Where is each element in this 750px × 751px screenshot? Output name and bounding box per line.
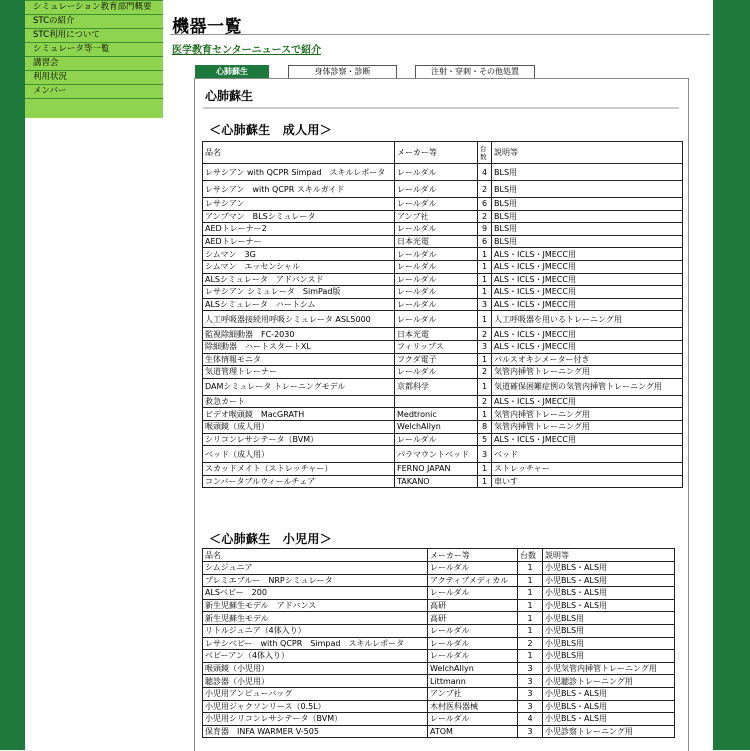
table-row — [203, 328, 683, 341]
description-cell: BLS用 — [492, 164, 683, 181]
maker-cell: レールダル — [395, 286, 478, 299]
maker-cell: WelchAllyn — [428, 662, 518, 675]
item-name-cell: DAMシミュレータ トレーニングモデル — [203, 378, 395, 395]
item-name-cell: ビデオ喉頭鏡 MacGRATH — [203, 408, 395, 421]
maker-cell: パラマウントベッド — [395, 446, 478, 463]
table-header-row — [203, 142, 683, 164]
maker-cell: アクティブメディカル — [428, 574, 518, 587]
column-header: 説明等 — [543, 549, 675, 562]
table-row — [203, 700, 675, 713]
table-row — [203, 463, 683, 476]
item-name-cell: 救急カート — [203, 395, 395, 408]
item-name-cell: 監視除細動器 FC-2030 — [203, 328, 395, 341]
description-cell: ALS・ICLS・JMECC用 — [492, 273, 683, 286]
maker-cell: レールダル — [395, 223, 478, 236]
count-cell: 2 — [518, 637, 543, 650]
count-cell: 2 — [478, 395, 492, 408]
description-cell: 小児BLS・ALS用 — [543, 587, 675, 600]
count-cell: 3 — [478, 340, 492, 353]
maker-cell: レールダル — [395, 248, 478, 261]
count-cell: 1 — [518, 650, 543, 663]
table-row — [203, 420, 683, 433]
table-row — [203, 395, 683, 408]
count-cell: 2 — [478, 210, 492, 223]
item-name-cell: シムマン 3G — [203, 248, 395, 261]
description-cell: 小児気管内挿管トレーニング用 — [543, 662, 675, 675]
description-cell: 小児BLS・ALS用 — [543, 599, 675, 612]
description-cell: 気管内挿管トレーニング用 — [492, 366, 683, 379]
column-header: 品名 — [203, 142, 395, 164]
table-row — [203, 637, 675, 650]
description-cell: BLS用 — [492, 198, 683, 211]
table-row — [203, 574, 675, 587]
count-cell: 1 — [478, 273, 492, 286]
sidebar-item-usage-status[interactable]: 利用状況 — [25, 71, 163, 85]
tab-physical-exam[interactable]: 身体診察・診断 — [288, 65, 397, 79]
count-cell: 1 — [478, 248, 492, 261]
tab-cpr[interactable]: 心肺蘇生 — [195, 65, 269, 79]
count-cell: 1 — [518, 587, 543, 600]
tab-injection-procedures[interactable]: 注射・穿刺・その他処置 — [415, 65, 535, 79]
description-cell: ストレッチャー — [492, 463, 683, 476]
table-row — [203, 198, 683, 211]
maker-cell — [395, 395, 478, 408]
adult-equipment-table — [202, 141, 683, 488]
maker-cell: レールダル — [395, 260, 478, 273]
maker-cell: フクダ電子 — [395, 353, 478, 366]
count-cell: 1 — [518, 612, 543, 625]
count-cell: 3 — [518, 700, 543, 713]
item-name-cell: コンバータブルウィールチェア — [203, 475, 395, 488]
item-name-cell: アンブマン BLSシミュレータ — [203, 210, 395, 223]
description-cell: BLS用 — [492, 181, 683, 198]
sidebar-item-stc-intro[interactable]: STCの紹介 — [25, 15, 163, 29]
item-name-cell: 小児用ジャクソンリース（0.5L） — [203, 700, 428, 713]
table-row — [203, 340, 683, 353]
count-cell: 2 — [478, 366, 492, 379]
count-cell: 3 — [518, 687, 543, 700]
table-row — [203, 223, 683, 236]
item-name-cell: 喉頭鏡（成人用） — [203, 420, 395, 433]
count-cell: 3 — [518, 675, 543, 688]
column-header: 台数 — [478, 142, 492, 164]
item-name-cell: プレミエブルー NRPシミュレータ — [203, 574, 428, 587]
count-cell: 5 — [478, 433, 492, 446]
maker-cell: レールダル — [428, 713, 518, 726]
item-name-cell: ベッド（成人用） — [203, 446, 395, 463]
maker-cell: レールダル — [428, 637, 518, 650]
maker-cell: 京都科学 — [395, 378, 478, 395]
description-cell: 小児BLS・ALS用 — [543, 687, 675, 700]
count-cell: 1 — [478, 408, 492, 421]
table-row — [203, 562, 675, 575]
description-cell: ALS・ICLS・JMECC用 — [492, 248, 683, 261]
maker-cell: レールダル — [428, 650, 518, 663]
count-cell: 4 — [518, 713, 543, 726]
table-row — [203, 687, 675, 700]
count-cell: 1 — [518, 624, 543, 637]
description-cell: BLS用 — [492, 223, 683, 236]
item-name-cell: 小児用アンビューバッグ — [203, 687, 428, 700]
maker-cell: アンブ社 — [395, 210, 478, 223]
item-name-cell: AEDトレーナー — [203, 235, 395, 248]
item-name-cell: シムマン エッセンシャル — [203, 260, 395, 273]
table-row — [203, 353, 683, 366]
count-cell: 1 — [478, 311, 492, 328]
maker-cell: Littmann — [428, 675, 518, 688]
maker-cell: レールダル — [395, 273, 478, 286]
count-cell: 1 — [518, 562, 543, 575]
section-title: 心肺蘇生 — [205, 89, 254, 103]
maker-cell: 木村医科器械 — [428, 700, 518, 713]
count-cell: 1 — [518, 574, 543, 587]
item-name-cell: レサシベビー with QCPR Simpad スキルレポータ — [203, 637, 428, 650]
sidebar-item-stc-usage[interactable]: STC利用について — [25, 29, 163, 43]
count-cell: 9 — [478, 223, 492, 236]
description-cell: 人工呼吸器を用いるトレーニング用 — [492, 311, 683, 328]
description-cell: ALS・ICLS・JMECC用 — [492, 328, 683, 341]
item-name-cell: ALSシミュレータ ハートシム — [203, 298, 395, 311]
maker-cell: レールダル — [395, 164, 478, 181]
sidebar-nav — [25, 0, 163, 118]
page-title: 機器一覧 — [172, 17, 242, 37]
count-cell: 1 — [478, 286, 492, 299]
item-name-cell: ベビーアン（4体入り） — [203, 650, 428, 663]
maker-cell: レールダル — [395, 433, 478, 446]
count-cell: 3 — [518, 662, 543, 675]
maker-cell: レールダル — [395, 198, 478, 211]
sidebar-item-courses[interactable]: 講習会 — [25, 57, 163, 71]
description-cell: パルスオキシメーター付き — [492, 353, 683, 366]
description-cell: 小児BLS・ALS用 — [543, 574, 675, 587]
description-cell: 小児BLS用 — [543, 650, 675, 663]
column-header: メーカー等 — [395, 142, 478, 164]
table-row — [203, 662, 675, 675]
description-cell: 小児聴診トレーニング用 — [543, 675, 675, 688]
child-table-title: ＜心肺蘇生 小児用＞ — [209, 532, 333, 546]
table-row — [203, 650, 675, 663]
count-cell: 6 — [478, 235, 492, 248]
table-row — [203, 587, 675, 600]
table-row — [203, 408, 683, 421]
table-row — [203, 713, 675, 726]
count-cell: 1 — [478, 475, 492, 488]
item-name-cell: スカッドメイト（ストレッチャー） — [203, 463, 395, 476]
description-cell: BLS用 — [492, 210, 683, 223]
description-cell: 小児BLS用 — [543, 624, 675, 637]
maker-cell: レールダル — [428, 587, 518, 600]
table-row — [203, 181, 683, 198]
maker-cell: Medtronic — [395, 408, 478, 421]
maker-cell: 高研 — [428, 599, 518, 612]
table-row — [203, 446, 683, 463]
description-cell: 小児BLS用 — [543, 637, 675, 650]
main-content — [170, 0, 710, 750]
item-name-cell: レサシアン — [203, 198, 395, 211]
right-frame-bar — [713, 0, 750, 750]
table-row — [203, 624, 675, 637]
count-cell: 8 — [478, 420, 492, 433]
column-header: メーカー等 — [428, 549, 518, 562]
count-cell: 3 — [478, 446, 492, 463]
table-row — [203, 599, 675, 612]
count-cell: 4 — [478, 164, 492, 181]
table-row — [203, 378, 683, 395]
table-row — [203, 725, 675, 738]
left-frame-bar — [0, 0, 25, 750]
description-cell: ALS・ICLS・JMECC用 — [492, 286, 683, 299]
description-cell: 小児BLS・ALS用 — [543, 562, 675, 575]
maker-cell: レールダル — [395, 298, 478, 311]
description-cell: ALS・ICLS・JMECC用 — [492, 260, 683, 273]
maker-cell: レールダル — [395, 181, 478, 198]
description-cell: 小児BLS用 — [543, 612, 675, 625]
count-cell: 1 — [478, 378, 492, 395]
maker-cell: レールダル — [428, 562, 518, 575]
table-row — [203, 612, 675, 625]
sidebar-item-simulator-list[interactable]: シミュレータ等一覧 — [25, 43, 163, 57]
item-name-cell: レサシアン with QCPR スキルガイド — [203, 181, 395, 198]
maker-cell: ATOM — [428, 725, 518, 738]
table-row — [203, 164, 683, 181]
count-cell: 1 — [518, 599, 543, 612]
maker-cell: レールダル — [395, 311, 478, 328]
table-row — [203, 273, 683, 286]
description-cell: 小児診察トレーニング用 — [543, 725, 675, 738]
table-row — [203, 298, 683, 311]
item-name-cell: シリコンレサシテータ（BVM） — [203, 433, 395, 446]
count-cell: 3 — [478, 298, 492, 311]
title-divider — [170, 34, 710, 35]
table-row — [203, 366, 683, 379]
content-panel — [194, 78, 689, 751]
count-cell: 1 — [478, 260, 492, 273]
table-row — [203, 286, 683, 299]
description-cell: 気道確保困難症例の気管内挿管トレーニング用 — [492, 378, 683, 395]
maker-cell: FERNO JAPAN — [395, 463, 478, 476]
section-divider — [203, 107, 679, 109]
maker-cell: 日本光電 — [395, 235, 478, 248]
item-name-cell: 喉頭鏡（小児用） — [203, 662, 428, 675]
count-cell: 6 — [478, 198, 492, 211]
count-cell: 3 — [518, 725, 543, 738]
table-row — [203, 675, 675, 688]
news-link[interactable]: 医学教育センターニュースで紹介 — [172, 45, 322, 56]
item-name-cell: リトルジュニア（4体入り） — [203, 624, 428, 637]
child-equipment-table — [202, 548, 675, 738]
sidebar-item-members[interactable]: メンバー — [25, 85, 163, 99]
item-name-cell: 生体情報モニタ — [203, 353, 395, 366]
description-cell: 小児BLS・ALS用 — [543, 700, 675, 713]
description-cell: 気管内挿管トレーニング用 — [492, 408, 683, 421]
item-name-cell: ALSベビー 200 — [203, 587, 428, 600]
table-header-row — [203, 549, 675, 562]
sidebar-item-overview[interactable]: シミュレーション教育部門概要 — [25, 0, 163, 15]
maker-cell: 高研 — [428, 612, 518, 625]
description-cell: ALS・ICLS・JMECC用 — [492, 340, 683, 353]
description-cell: ALS・ICLS・JMECC用 — [492, 395, 683, 408]
maker-cell: レールダル — [395, 366, 478, 379]
item-name-cell: レサシアン シミュレータ SimPad版 — [203, 286, 395, 299]
maker-cell: WelchAllyn — [395, 420, 478, 433]
description-cell: BLS用 — [492, 235, 683, 248]
item-name-cell: 聴診器（小児用） — [203, 675, 428, 688]
maker-cell: TAKANO — [395, 475, 478, 488]
table-row — [203, 210, 683, 223]
maker-cell: フィリップス — [395, 340, 478, 353]
item-name-cell: 人工呼吸器接続用呼吸シミュレータ ASL5000 — [203, 311, 395, 328]
item-name-cell: レサシアン with QCPR Simpad スキルレポータ — [203, 164, 395, 181]
description-cell: 車いす — [492, 475, 683, 488]
count-cell: 1 — [478, 463, 492, 476]
item-name-cell: 除細動器 ハートスタートXL — [203, 340, 395, 353]
table-row — [203, 311, 683, 328]
count-cell: 1 — [478, 353, 492, 366]
description-cell: ベッド — [492, 446, 683, 463]
column-header: 説明等 — [492, 142, 683, 164]
item-name-cell: 気道管理トレーナー — [203, 366, 395, 379]
item-name-cell: 小児用シリコンレサシテータ（BVM） — [203, 713, 428, 726]
description-cell: ALS・ICLS・JMECC用 — [492, 433, 683, 446]
column-header: 品名 — [203, 549, 428, 562]
item-name-cell: 新生児蘇生モデル アドバンス — [203, 599, 428, 612]
item-name-cell: シムジュニア — [203, 562, 428, 575]
count-cell: 2 — [478, 328, 492, 341]
adult-table-title: ＜心肺蘇生 成人用＞ — [209, 123, 333, 137]
item-name-cell: AEDトレーナー2 — [203, 223, 395, 236]
maker-cell: アンブ社 — [428, 687, 518, 700]
table-row — [203, 260, 683, 273]
description-cell: 気管内挿管トレーニング用 — [492, 420, 683, 433]
maker-cell: 日本光電 — [395, 328, 478, 341]
item-name-cell: 新生児蘇生モデル — [203, 612, 428, 625]
column-header: 台数 — [518, 549, 543, 562]
table-row — [203, 248, 683, 261]
count-cell: 2 — [478, 181, 492, 198]
item-name-cell: ALSシミュレータ アドバンスド — [203, 273, 395, 286]
table-row — [203, 235, 683, 248]
description-cell: ALS・ICLS・JMECC用 — [492, 298, 683, 311]
table-row — [203, 433, 683, 446]
description-cell: 小児BLS・ALS用 — [543, 713, 675, 726]
item-name-cell: 保育器 INFA WARMER V-505 — [203, 725, 428, 738]
maker-cell: レールダル — [428, 624, 518, 637]
table-row — [203, 475, 683, 488]
